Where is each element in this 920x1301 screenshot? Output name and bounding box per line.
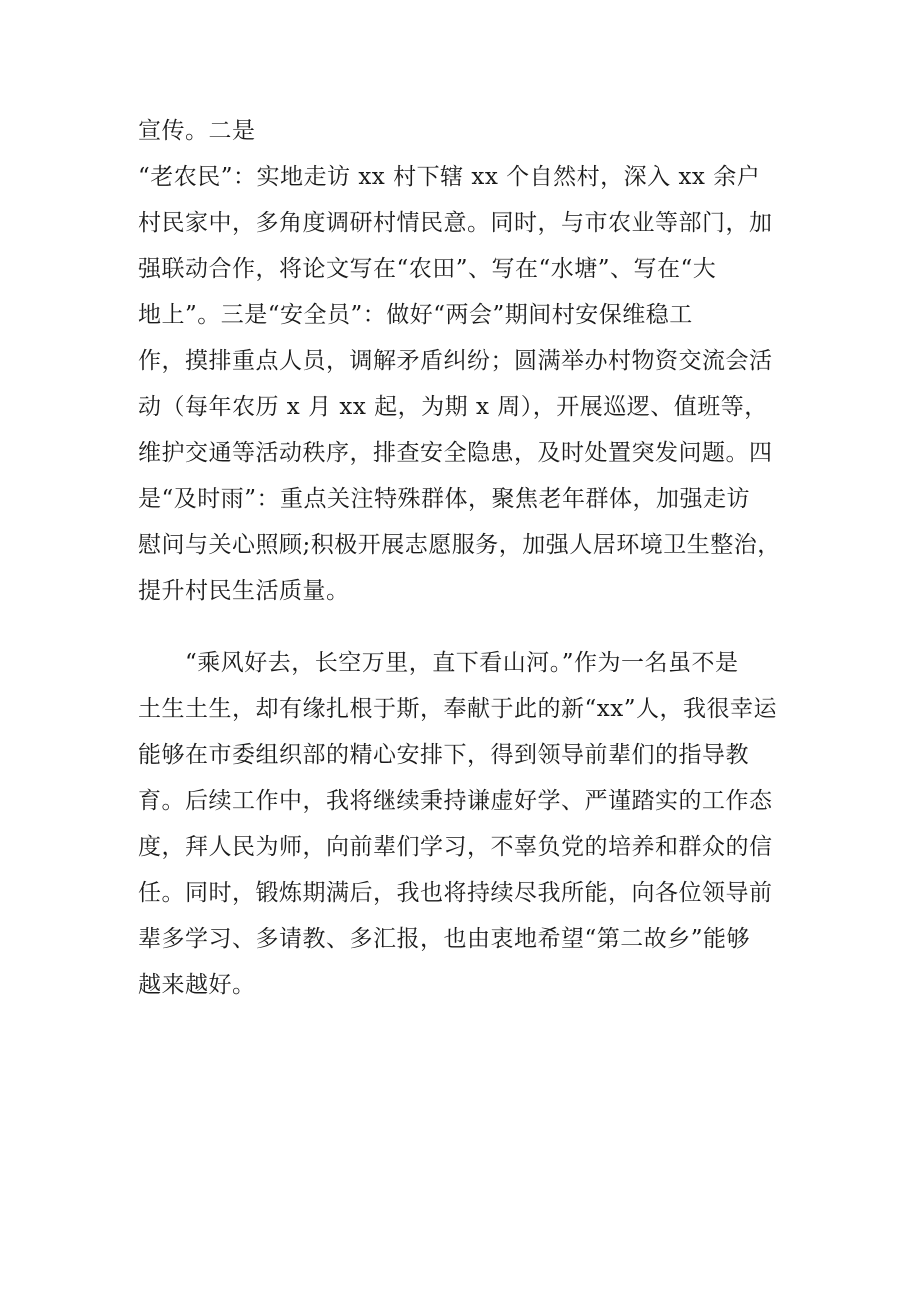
text-line: 越来越好。 [138,972,256,998]
text-line: 作，摸排重点人员，调解矛盾纠纷；圆满举办村物资交流会活 [138,348,773,374]
text-line: 任。同时，锻炼期满后，我也将持续尽我所能，向各位领导前 [138,880,773,906]
text-line: 慰问与关心照顾;积极开展志愿服务，加强人居环境卫生整治， [138,532,781,558]
text-line: 土生土生，却有缘扎根于斯，奉献于此的新“xx”人，我很幸运 [138,696,777,722]
text-line: “乘风好去，长空万里，直下看山河。”作为一名虽不是 [138,650,739,676]
text-line: 地上”。三是“安全员”：做好“两会”期间村安保维稳工 [138,302,693,328]
text-line: 度，拜人民为师，向前辈们学习，不辜负党的培养和群众的信 [138,834,773,860]
text-line: 维护交通等活动秩序，排查安全隐患，及时处置突发问题。四 [138,440,773,466]
paragraph-2 [138,640,778,1008]
text-line: “老农民”：实地走访 xx 村下辖 xx 个自然村，深入 xx 余户 [138,164,761,190]
paragraph-1 [138,108,781,614]
text-line: 强联动合作，将论文写在“农田”、写在“水塘”、写在“大 [138,256,717,282]
text-line: 是“及时雨”：重点关注特殊群体，聚焦老年群体，加强走访 [138,486,751,512]
text-line: 村民家中，多角度调研村情民意。同时，与市农业等部门，加 [138,210,773,236]
text-line: 提升村民生活质量。 [138,578,350,604]
text-line: 育。后续工作中，我将继续秉持谦虚好学、严谨踏实的工作态 [138,788,773,814]
text-line: 宣传。二是 [138,118,256,144]
text-line: 动（每年农历 x 月 xx 起，为期 x 周），开展巡逻、值班等， [138,394,768,420]
text-line: 能够在市委组织部的精心安排下，得到领导前辈们的指导教 [138,742,749,768]
text-line: 辈多学习、多请教、多汇报，也由衷地希望“第二故乡”能够 [138,926,751,952]
